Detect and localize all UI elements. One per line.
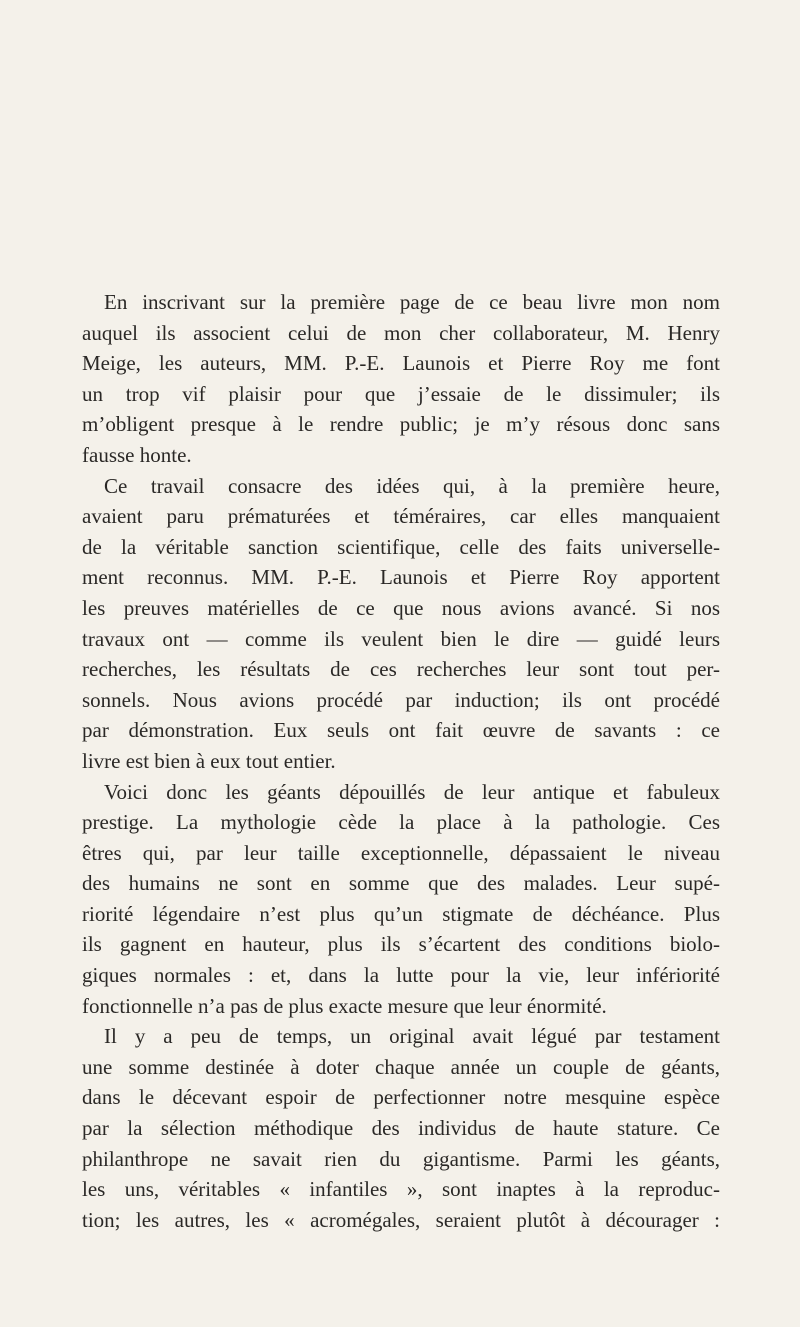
text-line: par la sélection méthodique des individus de haute stature. Ce: [82, 1116, 720, 1141]
text-line: livre est bien à eux tout entier.: [82, 748, 336, 773]
text-line: fausse honte.: [82, 442, 192, 467]
text-line: En inscrivant sur la première page de ce beau livre mon nom: [104, 290, 720, 314]
text-line: des humains ne sont en somme que des malades. Leur supé-: [82, 871, 720, 896]
text-line: m’obligent presque à le rendre public; je m’y résous donc sans: [82, 412, 720, 437]
body-text: [82, 287, 720, 1235]
text-line: Voici donc les géants dépouillés de leur antique et fabuleux: [104, 779, 720, 804]
text-line: riorité légendaire n’est plus qu’un stigmate de déchéance. Plus: [82, 901, 720, 926]
text-line: Il y a peu de temps, un original avait légué par testament: [104, 1024, 720, 1049]
text-line: dans le décevant espoir de perfectionner notre mesquine espèce: [82, 1085, 720, 1110]
text-line: Meige, les auteurs, MM. P.-E. Launois et Pierre Roy me font: [82, 351, 720, 376]
text-line: avaient paru prématurées et téméraires, car elles manquaient: [82, 504, 720, 529]
text-line: Ce travail consacre des idées qui, à la première heure,: [104, 473, 720, 498]
text-line: les uns, véritables « infantiles », sont inaptes à la reproduc-: [82, 1177, 720, 1202]
text-line: les preuves matérielles de ce que nous avions avancé. Si nos: [82, 595, 720, 620]
text-line: prestige. La mythologie cède la place à la pathologie. Ces: [82, 810, 720, 835]
text-line: un trop vif plaisir pour que j’essaie de le dissimuler; ils: [82, 381, 720, 406]
text-line: travaux ont — comme ils veulent bien le dire — guidé leurs: [82, 626, 720, 651]
text-line: sonnels. Nous avions procédé par induction; ils ont procédé: [82, 687, 720, 712]
text-line: ils gagnent en hauteur, plus ils s’écartent des conditions biolo-: [82, 932, 720, 957]
text-line: philanthrope ne savait rien du gigantisme. Parmi les géants,: [82, 1146, 720, 1171]
text-line: giques normales : et, dans la lutte pour la vie, leur infériorité: [82, 963, 720, 988]
text-line: tion; les autres, les « acromégales, seraient plutôt à décourager :: [82, 1207, 720, 1232]
text-line: par démonstration. Eux seuls ont fait œuvre de savants : ce: [82, 718, 720, 743]
text-line: recherches, les résultats de ces recherches leur sont tout per-: [82, 657, 720, 682]
text-line: une somme destinée à doter chaque année un couple de géants,: [82, 1054, 720, 1079]
text-line: de la véritable sanction scientifique, celle des faits universelle-: [82, 534, 720, 559]
text-line: êtres qui, par leur taille exceptionnelle, dépassaient le niveau: [82, 840, 720, 865]
text-line: ment reconnus. MM. P.-E. Launois et Pierre Roy apportent: [82, 565, 720, 590]
text-line: fonctionnelle n’a pas de plus exacte mesure que leur énormité.: [82, 993, 607, 1018]
text-line: auquel ils associent celui de mon cher collaborateur, M. Henry: [82, 320, 720, 345]
